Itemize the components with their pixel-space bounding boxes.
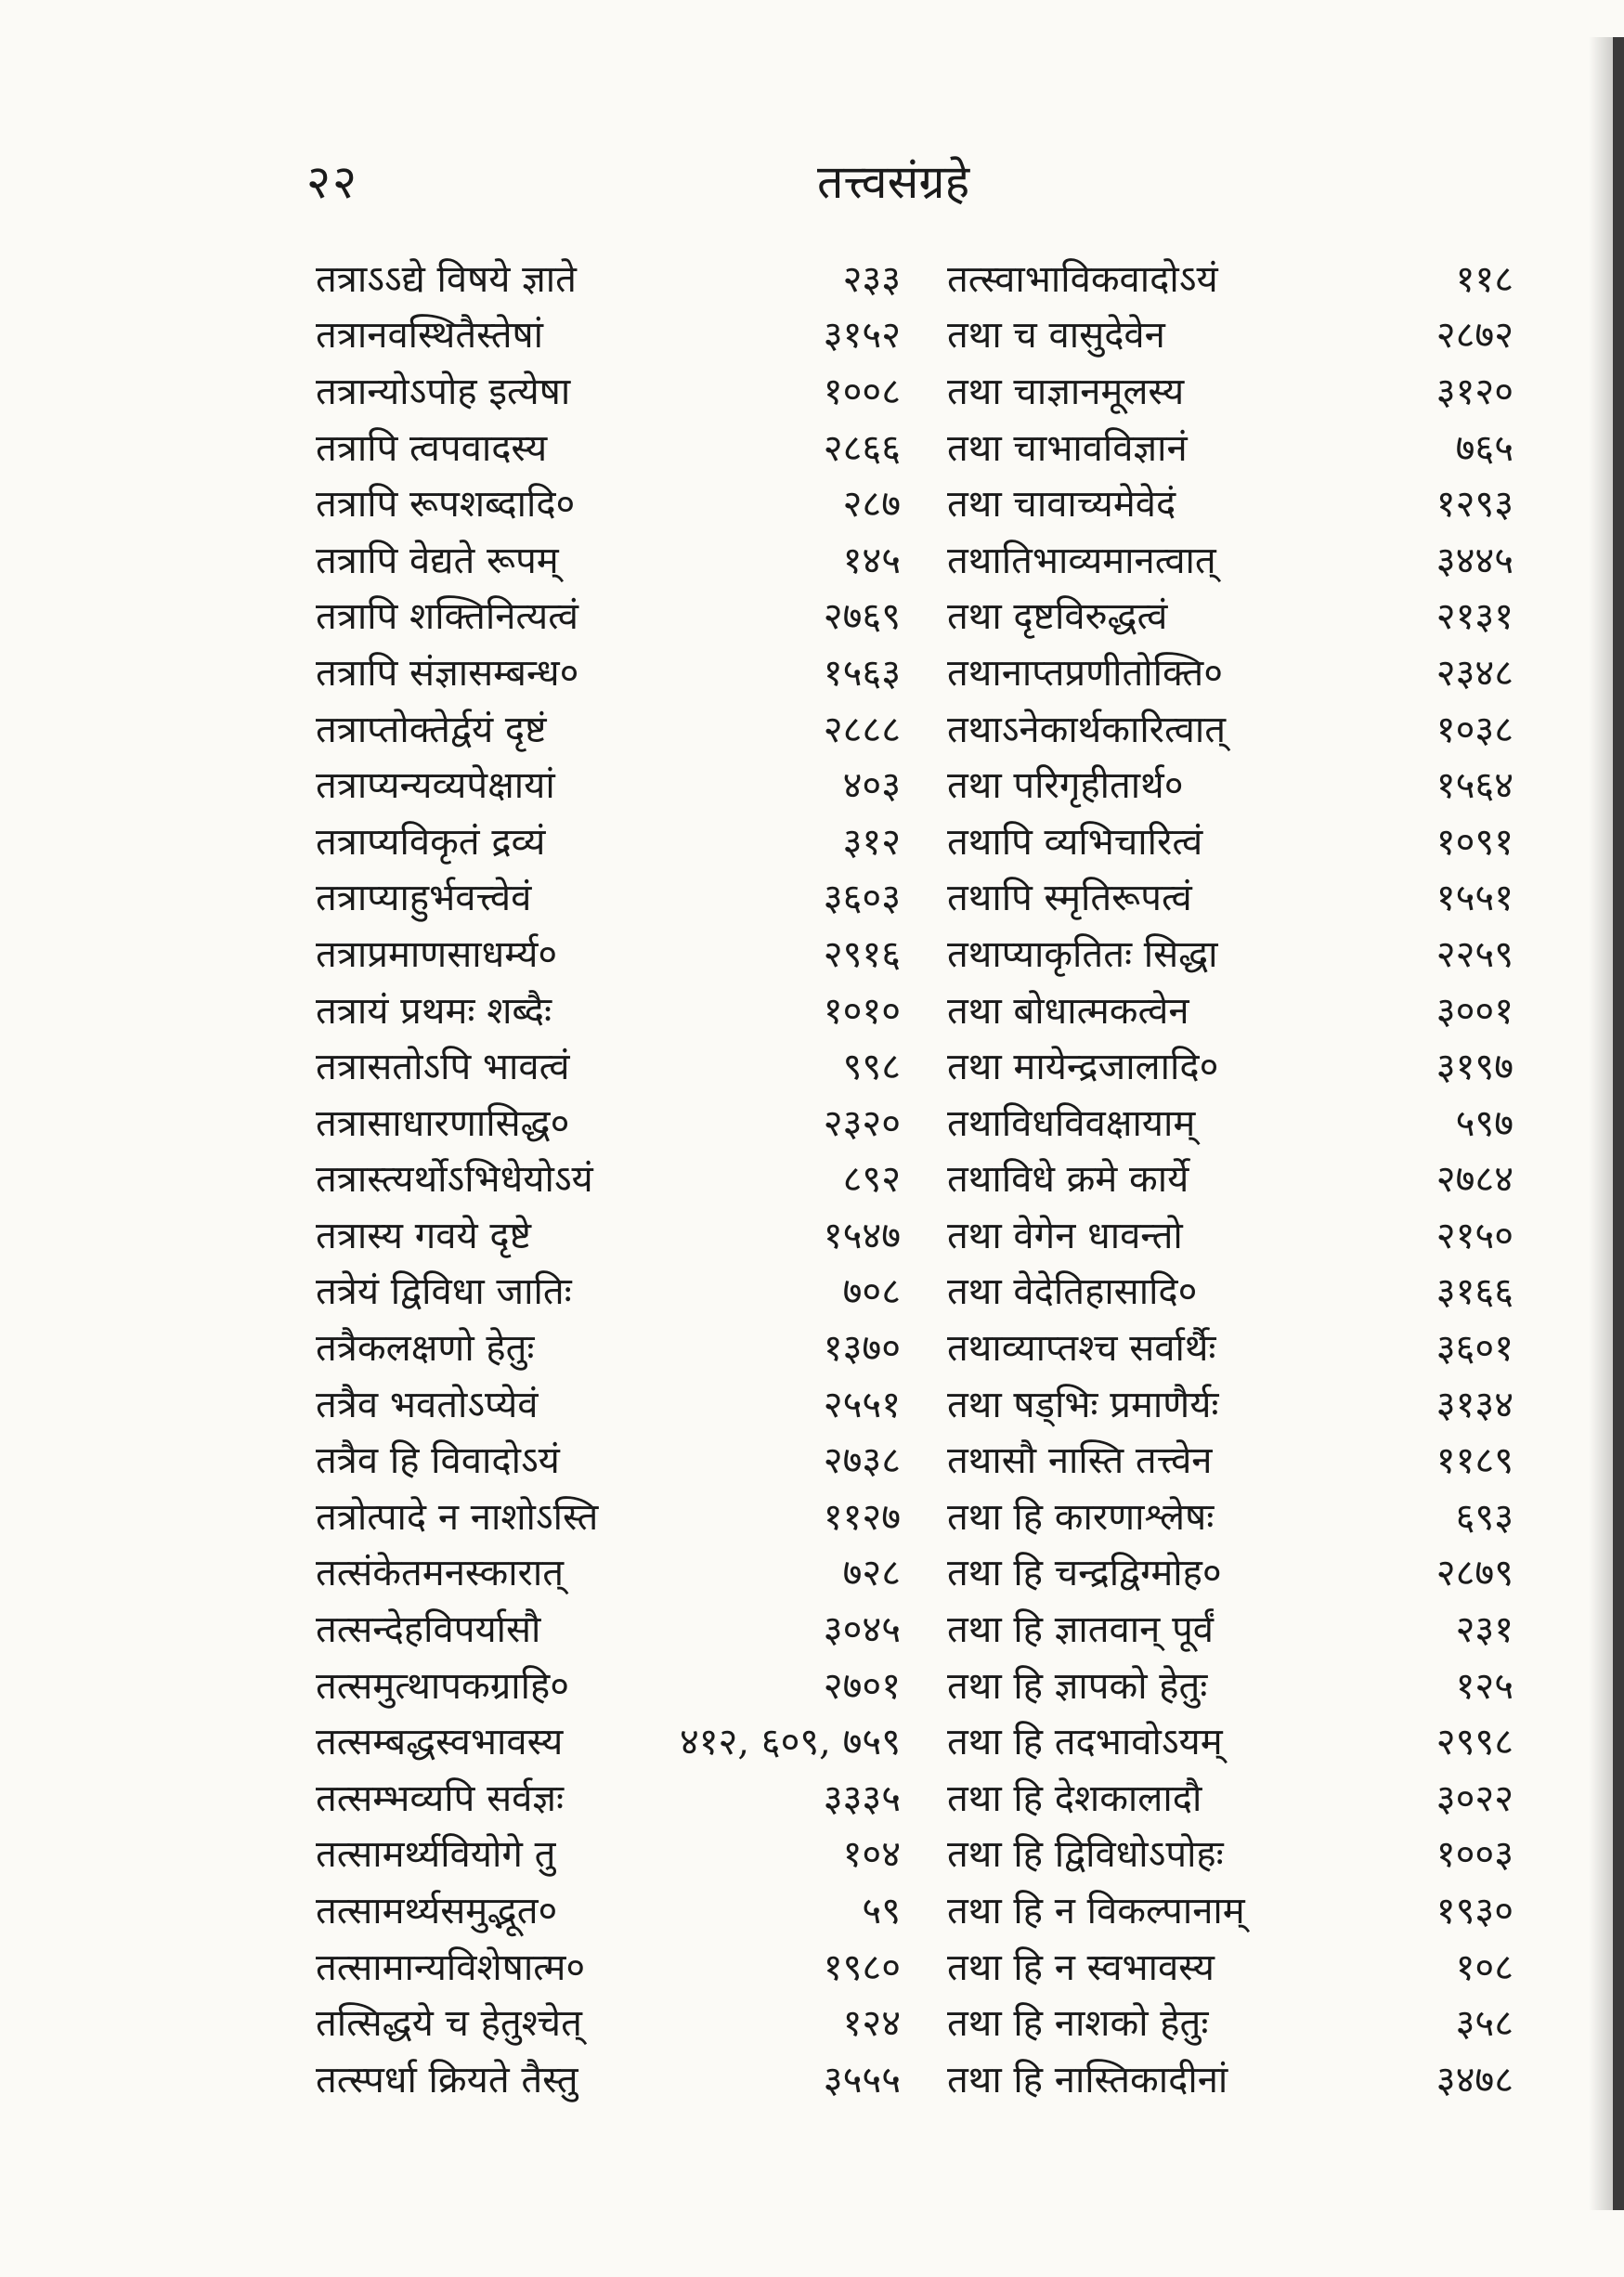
index-entry <box>316 981 901 1037</box>
entry-term: तत्स्वाभाविकवादोऽयं <box>947 257 1218 301</box>
index-entry <box>947 1318 1514 1374</box>
entry-term: तथा हि नास्तिकादीनां <box>947 2058 1228 2101</box>
entry-term: तथापि स्मृतिरूपत्वं <box>947 877 1192 920</box>
entry-verse-number: २३१ <box>1455 1608 1514 1652</box>
left-column <box>316 249 901 2106</box>
index-entry <box>947 587 1514 644</box>
binding-edge <box>1613 37 1624 2210</box>
entry-verse-number: २८६६ <box>823 426 901 470</box>
index-entry <box>947 1711 1514 1768</box>
entry-term: तथा हि ज्ञापको हेतुः <box>947 1664 1208 1708</box>
index-entry <box>316 1768 901 1825</box>
entry-term: तथातिभाव्यमानत्वात् <box>947 539 1216 582</box>
entry-term: तत्रापि संज्ञासम्बन्ध० <box>316 651 579 695</box>
entry-term: तथा हि न स्वभावस्य <box>947 1945 1215 1989</box>
entry-term: तत्रासाधारणासिद्ध० <box>316 1101 570 1145</box>
entry-term: तत्रापि वेद्यते रूपम् <box>316 539 559 582</box>
index-entry <box>947 643 1514 699</box>
entry-term: तत्रायं प्रथमः शब्दैः <box>316 989 552 1033</box>
entry-term: तथाव्याप्तश्च सर्वार्थैः <box>947 1327 1216 1371</box>
entry-verse-number: २८८८ <box>823 708 901 751</box>
entry-term: तथा मायेन्द्रजालादि० <box>947 1046 1219 1089</box>
entry-verse-number: ४१२, ६०९, ७५९ <box>679 1721 901 1764</box>
entry-term: तत्राप्तोक्तेर्द्वयं दृष्टं <box>316 708 547 751</box>
entry-term: तथा हि द्विविधोऽपोहः <box>947 1833 1224 1877</box>
entry-term: तत्रास्य गवये दृष्टे <box>316 1214 531 1257</box>
index-entry <box>947 1150 1514 1206</box>
entry-term: तत्रासतोऽपि भावत्वं <box>316 1046 570 1089</box>
entry-verse-number: ८९२ <box>842 1158 901 1202</box>
entry-term: तत्रापि शक्तिनित्यत्वं <box>316 595 579 639</box>
entry-verse-number: ३०४५ <box>823 1608 901 1652</box>
index-entry <box>316 1880 901 1937</box>
entry-term: तथा हि नाशको हेतुः <box>947 2002 1209 2046</box>
entry-term: तथा परिगृहीतार्थ० <box>947 764 1184 808</box>
entry-verse-number: ३१२ <box>842 820 901 864</box>
running-title: तत्त्वसंग्रहे <box>817 155 970 209</box>
index-entry <box>316 1825 901 1881</box>
page-number: २२ <box>306 155 358 209</box>
index-entry <box>947 981 1514 1037</box>
index-entry <box>316 1262 901 1319</box>
entry-verse-number: ३६०१ <box>1436 1327 1514 1371</box>
entry-term: तत्स्पर्धा क्रियते तैस्तु <box>316 2058 578 2101</box>
entry-term: तत्राप्यविकृतं द्रव्यं <box>316 820 546 864</box>
entry-term: तत्राप्रमाणसाधर्म्य० <box>316 932 558 976</box>
index-entry <box>947 812 1514 868</box>
index-entry <box>316 1711 901 1768</box>
entry-verse-number: १०३८ <box>1436 708 1514 751</box>
index-entry <box>316 699 901 756</box>
entry-verse-number: २१५० <box>1436 1214 1514 1257</box>
entry-verse-number: २८७९ <box>1436 1552 1514 1595</box>
index-entry <box>947 530 1514 587</box>
index-entry <box>947 249 1514 306</box>
entry-verse-number: ३४७८ <box>1436 2058 1514 2101</box>
index-entry <box>947 418 1514 475</box>
entry-verse-number: २३३ <box>842 257 901 301</box>
entry-term: तत्सिद्धये च हेतुश्चेत् <box>316 2002 582 2046</box>
index-entry <box>947 474 1514 530</box>
index-entry <box>316 868 901 925</box>
entry-verse-number: ५९ <box>862 1890 901 1933</box>
entry-verse-number: २९९८ <box>1436 1721 1514 1764</box>
index-entry <box>947 1374 1514 1431</box>
entry-verse-number: १९३० <box>1436 1890 1514 1933</box>
entry-verse-number: १९८० <box>823 1945 901 1989</box>
entry-verse-number: २३२० <box>823 1101 901 1145</box>
index-entry <box>947 924 1514 981</box>
entry-term: तत्संकेतमनस्कारात् <box>316 1552 565 1595</box>
index-entry <box>947 1205 1514 1262</box>
entry-verse-number: २८७ <box>842 483 901 527</box>
entry-term: तथा हि न विकल्पानाम् <box>947 1890 1245 1933</box>
index-entry <box>947 1656 1514 1712</box>
index-entry <box>316 1430 901 1487</box>
entry-term: तत्रास्त्यर्थोऽभिधेयोऽयं <box>316 1158 593 1202</box>
entry-term: तथा हि देशकालादौ <box>947 1776 1202 1820</box>
entry-term: तत्सन्देहविपर्यासौ <box>316 1608 541 1652</box>
entry-verse-number: ११८९ <box>1436 1439 1514 1483</box>
index-entry <box>316 812 901 868</box>
entry-verse-number: २९१६ <box>823 932 901 976</box>
index-entry <box>316 1093 901 1150</box>
index-entry <box>316 924 901 981</box>
entry-verse-number: २५५१ <box>823 1383 901 1426</box>
index-entry <box>316 2049 901 2106</box>
entry-term: तत्रैकलक्षणो हेतुः <box>316 1327 535 1371</box>
entry-verse-number: १००३ <box>1436 1833 1514 1877</box>
index-entry <box>316 418 901 475</box>
entry-term: तत्रैव हि विवादोऽयं <box>316 1439 560 1483</box>
entry-verse-number: ७२८ <box>842 1552 901 1595</box>
entry-verse-number: ३४४५ <box>1436 539 1514 582</box>
entry-term: तथाविधविवक्षायाम् <box>947 1101 1196 1145</box>
index-entry <box>316 361 901 418</box>
entry-term: तथासौ नास्ति तत्त्वेन <box>947 1439 1213 1483</box>
verse-index <box>316 249 1514 2106</box>
entry-verse-number: १००८ <box>823 370 901 413</box>
index-entry <box>947 361 1514 418</box>
index-entry <box>316 1150 901 1206</box>
index-entry <box>316 1656 901 1712</box>
entry-term: तथा बोधात्मकत्वेन <box>947 989 1189 1033</box>
index-entry <box>947 1543 1514 1600</box>
entry-term: तत्सामर्थ्यसमुद्भूत० <box>316 1890 558 1933</box>
entry-verse-number: ९९८ <box>842 1046 901 1089</box>
entry-verse-number: ११२७ <box>823 1495 901 1539</box>
index-entry <box>316 530 901 587</box>
index-entry <box>316 306 901 362</box>
entry-term: तथा षड्भिः प्रमाणैर्यः <box>947 1383 1219 1426</box>
entry-verse-number: १५६४ <box>1436 764 1514 808</box>
entry-verse-number: १०९१ <box>1436 820 1514 864</box>
index-entry <box>316 1993 901 2049</box>
index-entry <box>947 1262 1514 1319</box>
entry-term: तथा वेगेन धावन्तो <box>947 1214 1183 1257</box>
entry-verse-number: १०१० <box>823 989 901 1033</box>
entry-term: तत्रान्योऽपोह इत्येषा <box>316 370 571 413</box>
entry-verse-number: ३१६६ <box>1436 1270 1514 1314</box>
index-entry <box>947 1430 1514 1487</box>
index-entry <box>947 755 1514 812</box>
entry-term: तथा हि चन्द्रद्विग्मोह० <box>947 1552 1222 1595</box>
index-entry <box>947 1768 1514 1825</box>
entry-verse-number: १०४ <box>842 1833 901 1877</box>
index-entry <box>316 249 901 306</box>
index-entry <box>316 1937 901 1994</box>
entry-verse-number: १२४ <box>842 2002 901 2046</box>
entry-verse-number: १४५ <box>842 539 901 582</box>
entry-verse-number: १५५१ <box>1436 877 1514 920</box>
entry-term: तथाऽनेकार्थकारित्वात् <box>947 708 1227 751</box>
entry-verse-number: २८७२ <box>1436 314 1514 358</box>
index-entry <box>947 868 1514 925</box>
entry-verse-number: १३७० <box>823 1327 901 1371</box>
entry-verse-number: १५६३ <box>823 651 901 695</box>
entry-term: तत्सामान्यविशेषात्म० <box>316 1945 586 1989</box>
entry-verse-number: १०८ <box>1455 1945 1514 1989</box>
index-entry <box>947 1487 1514 1543</box>
index-entry <box>316 755 901 812</box>
index-entry <box>316 1374 901 1431</box>
entry-verse-number: २७६९ <box>823 595 901 639</box>
entry-verse-number: १२९३ <box>1436 483 1514 527</box>
entry-term: तथा चाभावविज्ञानं <box>947 426 1188 470</box>
entry-term: तथापि व्यभिचारित्वं <box>947 820 1203 864</box>
entry-verse-number: ७६५ <box>1455 426 1514 470</box>
entry-term: तथा दृष्टविरुद्धत्वं <box>947 595 1168 639</box>
index-entry <box>316 1487 901 1543</box>
entry-term: तथा चावाच्यमेवेदं <box>947 483 1176 527</box>
entry-verse-number: ३५८ <box>1455 2002 1514 2046</box>
entry-term: तथा हि ज्ञातवान् पूर्वं <box>947 1608 1215 1652</box>
entry-term: तत्रोत्पादे न नाशोऽस्ति <box>316 1495 599 1539</box>
entry-verse-number: ५९७ <box>1455 1101 1514 1145</box>
entry-verse-number: २१३१ <box>1436 595 1514 639</box>
entry-term: तथा हि तदभावोऽयम् <box>947 1721 1223 1764</box>
entry-verse-number: ४०३ <box>842 764 901 808</box>
index-entry <box>316 1543 901 1600</box>
index-entry <box>947 699 1514 756</box>
entry-term: तत्रैव भवतोऽप्येवं <box>316 1383 539 1426</box>
index-entry <box>947 1937 1514 1994</box>
entry-verse-number: २७३८ <box>823 1439 901 1483</box>
entry-verse-number: ३१२० <box>1436 370 1514 413</box>
entry-term: तत्सम्भव्यपि सर्वज्ञः <box>316 1776 565 1820</box>
index-entry <box>947 1093 1514 1150</box>
entry-verse-number: ३१९७ <box>1436 1046 1514 1089</box>
entry-verse-number: २७०१ <box>823 1664 901 1708</box>
entry-term: तत्समुत्थापकग्राहि० <box>316 1664 570 1708</box>
entry-term: तत्रापि त्वपवादस्य <box>316 426 548 470</box>
index-entry <box>947 1880 1514 1937</box>
entry-term: तथा वेदेतिहासादि० <box>947 1270 1198 1314</box>
entry-term: तत्राऽऽद्ये विषये ज्ञाते <box>316 257 577 301</box>
entry-term: तत्सम्बद्धस्वभावस्य <box>316 1721 564 1764</box>
index-entry <box>316 1318 901 1374</box>
entry-verse-number: ३१५२ <box>823 314 901 358</box>
entry-verse-number: ३५५५ <box>823 2058 901 2101</box>
index-entry <box>947 1993 1514 2049</box>
entry-term: तथाविधे क्रमे कार्ये <box>947 1158 1189 1202</box>
entry-term: तथा हि कारणाश्लेषः <box>947 1495 1215 1539</box>
entry-verse-number: २३४८ <box>1436 651 1514 695</box>
index-entry <box>316 587 901 644</box>
entry-term: तत्राप्यन्यव्यपेक्षायां <box>316 764 555 808</box>
entry-verse-number: १५४७ <box>823 1214 901 1257</box>
entry-verse-number: ३१३४ <box>1436 1383 1514 1426</box>
index-entry <box>947 1825 1514 1881</box>
index-entry <box>316 1205 901 1262</box>
entry-verse-number: ३६०३ <box>823 877 901 920</box>
index-entry <box>947 306 1514 362</box>
index-entry <box>316 1036 901 1093</box>
entry-verse-number: ३३३५ <box>823 1776 901 1820</box>
entry-verse-number: २७८४ <box>1436 1158 1514 1202</box>
entry-term: तथानाप्तप्रणीतोक्ति० <box>947 651 1223 695</box>
index-entry <box>947 1599 1514 1656</box>
entry-term: तथाप्याकृतितः सिद्धा <box>947 932 1218 976</box>
entry-term: तथा च वासुदेवेन <box>947 314 1165 358</box>
index-entry <box>947 1036 1514 1093</box>
entry-verse-number: ६९३ <box>1455 1495 1514 1539</box>
index-entry <box>316 1599 901 1656</box>
right-column <box>947 249 1514 2106</box>
entry-verse-number: ७०८ <box>842 1270 901 1314</box>
entry-term: तत्रानवस्थितैस्तेषां <box>316 314 543 358</box>
entry-verse-number: ३०२२ <box>1436 1776 1514 1820</box>
entry-term: तथा चाज्ञानमूलस्य <box>947 370 1185 413</box>
entry-verse-number: ३००१ <box>1436 989 1514 1033</box>
entry-term: तत्राप्याहुर्भवत्त्वेवं <box>316 877 532 920</box>
entry-term: तत्रापि रूपशब्दादि० <box>316 483 576 527</box>
index-entry <box>316 643 901 699</box>
binding-shadow <box>1589 37 1613 2210</box>
index-entry <box>947 2049 1514 2106</box>
entry-term: तत्रेयं द्विविधा जातिः <box>316 1270 572 1314</box>
entry-verse-number: २२५९ <box>1436 932 1514 976</box>
entry-verse-number: ११८ <box>1455 257 1514 301</box>
entry-term: तत्सामर्थ्यवियोगे तु <box>316 1833 556 1877</box>
entry-verse-number: १२५ <box>1455 1664 1514 1708</box>
index-entry <box>316 474 901 530</box>
